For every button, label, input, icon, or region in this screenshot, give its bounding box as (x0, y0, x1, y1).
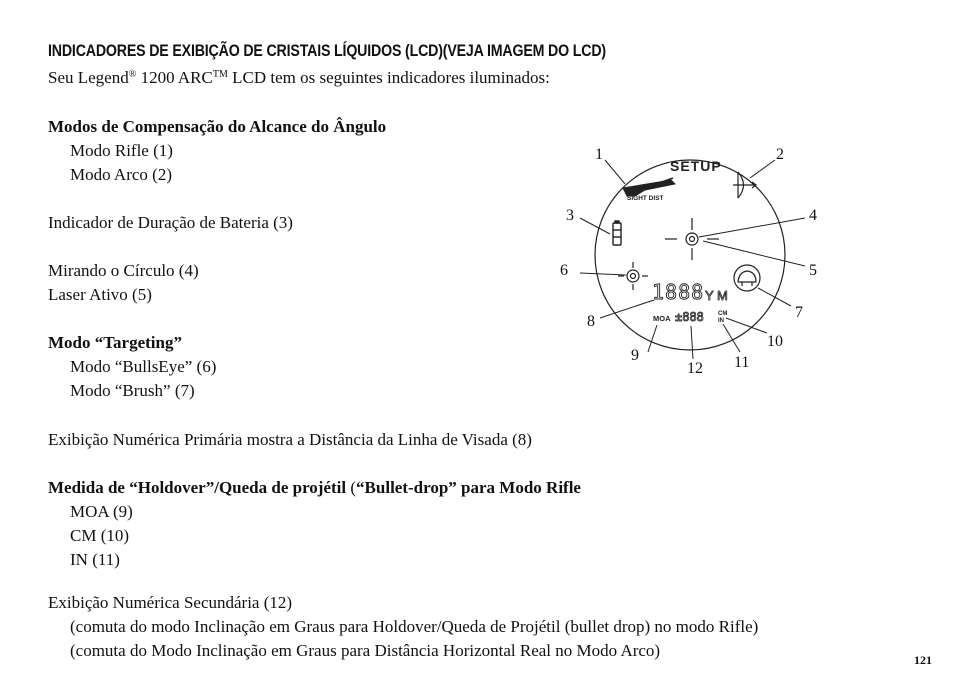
callout-8: 8 (587, 313, 595, 330)
primary-display-item: Exibição Numérica Primária mostra a Distância da Linha de Visada (8) (48, 430, 532, 449)
intro-line: Seu Legend® 1200 ARC™ LCD tem os seguintes indicadores iluminados: (48, 68, 550, 87)
secondary-note-bow: (comuta do Modo Inclinação em Graus para Distância Horizontal Real no Modo Arco) (70, 641, 661, 660)
battery-icon (613, 221, 621, 245)
brush-mode-icon (734, 265, 760, 291)
bullseye-icon (618, 262, 648, 290)
callout-6: 6 (560, 262, 568, 279)
callout-1: 1 (595, 146, 603, 163)
in-label: IN (718, 318, 724, 324)
modes-heading: Modos de Compensação do Alcance do Ângulo (48, 117, 387, 136)
secondary-display-item: Exibição Numérica Secundária (12) (48, 593, 293, 612)
callout-5: 5 (809, 262, 817, 279)
moa-item: MOA (9) (70, 502, 133, 521)
setup-label: SETUP (670, 158, 722, 174)
holdover-heading: Medida de “Holdover”/Queda de projétil (“Bullet-drop” para Modo Rifle (48, 478, 581, 497)
brush-mode-item: Modo “Brush” (7) (70, 381, 195, 400)
callout-2: 2 (776, 146, 784, 163)
callout-12: 12 (687, 360, 703, 377)
cm-item: CM (10) (70, 526, 130, 545)
laser-active-item: Laser Ativo (5) (48, 285, 152, 304)
sightdist-label: SIGHT DIST (627, 195, 664, 202)
page-number: 121 (914, 653, 932, 667)
callout-9: 9 (631, 347, 639, 364)
primary-units: Y M (705, 288, 728, 303)
lcd-diagram (555, 140, 815, 380)
cm-label: CM (718, 311, 728, 317)
callout-10: 10 (767, 333, 783, 350)
battery-indicator-item: Indicador de Duração de Bateria (3) (48, 213, 293, 232)
aiming-circle-icon (665, 218, 719, 260)
callout-3: 3 (566, 207, 574, 224)
in-item: IN (11) (70, 550, 120, 569)
section-heading: INDICADORES DE EXIBIÇÃO DE CRISTAIS LÍQUIDOS (LCD)(VEJA IMAGEM DO LCD) (48, 42, 606, 60)
callout-4: 4 (809, 207, 817, 224)
callout-numbers (560, 146, 817, 377)
targeting-heading: Modo “Targeting” (48, 333, 182, 352)
moa-label: MOA (653, 314, 671, 323)
aim-circle-item: Mirando o Círculo (4) (48, 261, 199, 280)
callout-7: 7 (795, 304, 803, 321)
bullseye-mode-item: Modo “BullsEye” (6) (70, 357, 217, 376)
secondary-digits: ±888 (675, 310, 704, 324)
callout-11: 11 (734, 354, 750, 371)
secondary-note-rifle: (comuta do modo Inclinação em Graus para Holdover/Queda de Projétil (bullet drop) no modo Rifle) (70, 617, 759, 636)
bow-mode-item: Modo Arco (2) (70, 165, 172, 184)
rifle-mode-item: Modo Rifle (1) (70, 141, 173, 160)
primary-digits: 1888 (652, 280, 705, 304)
